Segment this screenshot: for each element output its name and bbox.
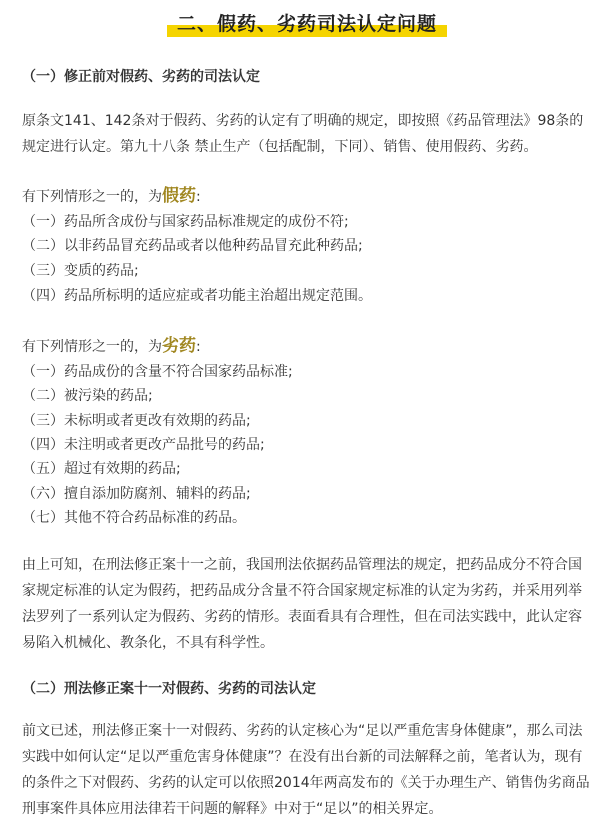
inferior-item: （三）未标明或者更改有效期的药品; [22, 413, 251, 429]
paragraph-line: 原条文141、142条对于假药、劣药的认定有了明确的规定，即按照《药品管理法》98条的 [22, 113, 584, 129]
section2-heading: （二）刑法修正案十一对假药、劣药的司法认定 [22, 681, 316, 697]
intro-text: 有下列情形之一的，为 [22, 339, 162, 355]
paragraph-line: 前文已述，刑法修正案十一对假药、劣药的认定核心为“足以严重危害身体健康”，那么司法 [22, 723, 583, 739]
inferior-item: （七）其他不符合药品标准的药品。 [22, 510, 246, 526]
fake-item: （一）药品所含成份与国家药品标准规定的成份不符; [22, 214, 349, 230]
inferior-drug-intro [22, 335, 201, 358]
section2-paragraph [22, 718, 597, 822]
colon: : [196, 189, 201, 205]
inferior-item: （四）未注明或者更改产品批号的药品; [22, 437, 265, 453]
paragraph-line: 法罗列了一系列认定为假药、劣药的情形。表面看具有合理性，但在司法实践中，此认定容 [22, 609, 582, 625]
paragraph-line: 刑事案件具体应用法律若干问题的解释》中对于“足以”的相关界定。 [22, 801, 443, 817]
inferior-item: （六）擅自添加防腐剂、辅料的药品; [22, 486, 251, 502]
section1-heading: （一）修正前对假药、劣药的司法认定 [22, 69, 260, 85]
inferior-item: （二）被污染的药品; [22, 388, 153, 404]
paragraph-line: 规定进行认定。第九十八条 禁止生产（包括配制，下同）、销售、使用假药、劣药。 [22, 139, 538, 155]
fake-item: （三）变质的药品; [22, 263, 139, 279]
fake-item: （四）药品所标明的适应症或者功能主治超出规定范围。 [22, 288, 372, 304]
intro-text: 有下列情形之一的，为 [22, 189, 162, 205]
section1-paragraph [22, 108, 597, 160]
fake-drug-keyword: 假药 [162, 186, 196, 206]
page-title [171, 10, 443, 38]
paragraph-line: 的条件之下对假药、劣药的认定可以依照2014年两高发布的《关于办理生产、销售伪劣商品 [22, 775, 590, 791]
fake-item: （二）以非药品冒充药品或者以他种药品冒充此种药品; [22, 238, 363, 254]
summary-paragraph [22, 552, 597, 656]
paragraph-line: 家规定标准的认定为假药，把药品成分含量不符合国家规定标准的认定为劣药，并采用列举 [22, 583, 582, 599]
page-title-text: 二、假药、劣药司法认定问题 [176, 13, 437, 35]
paragraph-line: 实践中如何认定“足以严重危害身体健康”？在没有出台新的司法解释之前，笔者认为，现有 [22, 749, 583, 765]
paragraph-line: 由上可知，在刑法修正案十一之前，我国刑法依据药品管理法的规定，把药品成分不符合国 [22, 557, 582, 573]
title-block [0, 10, 614, 38]
paragraph-line: 易陷入机械化、教条化，不具有科学性。 [22, 635, 274, 651]
colon: : [196, 339, 201, 355]
inferior-drug-keyword: 劣药 [162, 336, 196, 356]
inferior-item: （一）药品成份的含量不符合国家药品标准; [22, 364, 293, 380]
fake-drug-intro [22, 185, 201, 208]
inferior-item: （五）超过有效期的药品; [22, 461, 181, 477]
